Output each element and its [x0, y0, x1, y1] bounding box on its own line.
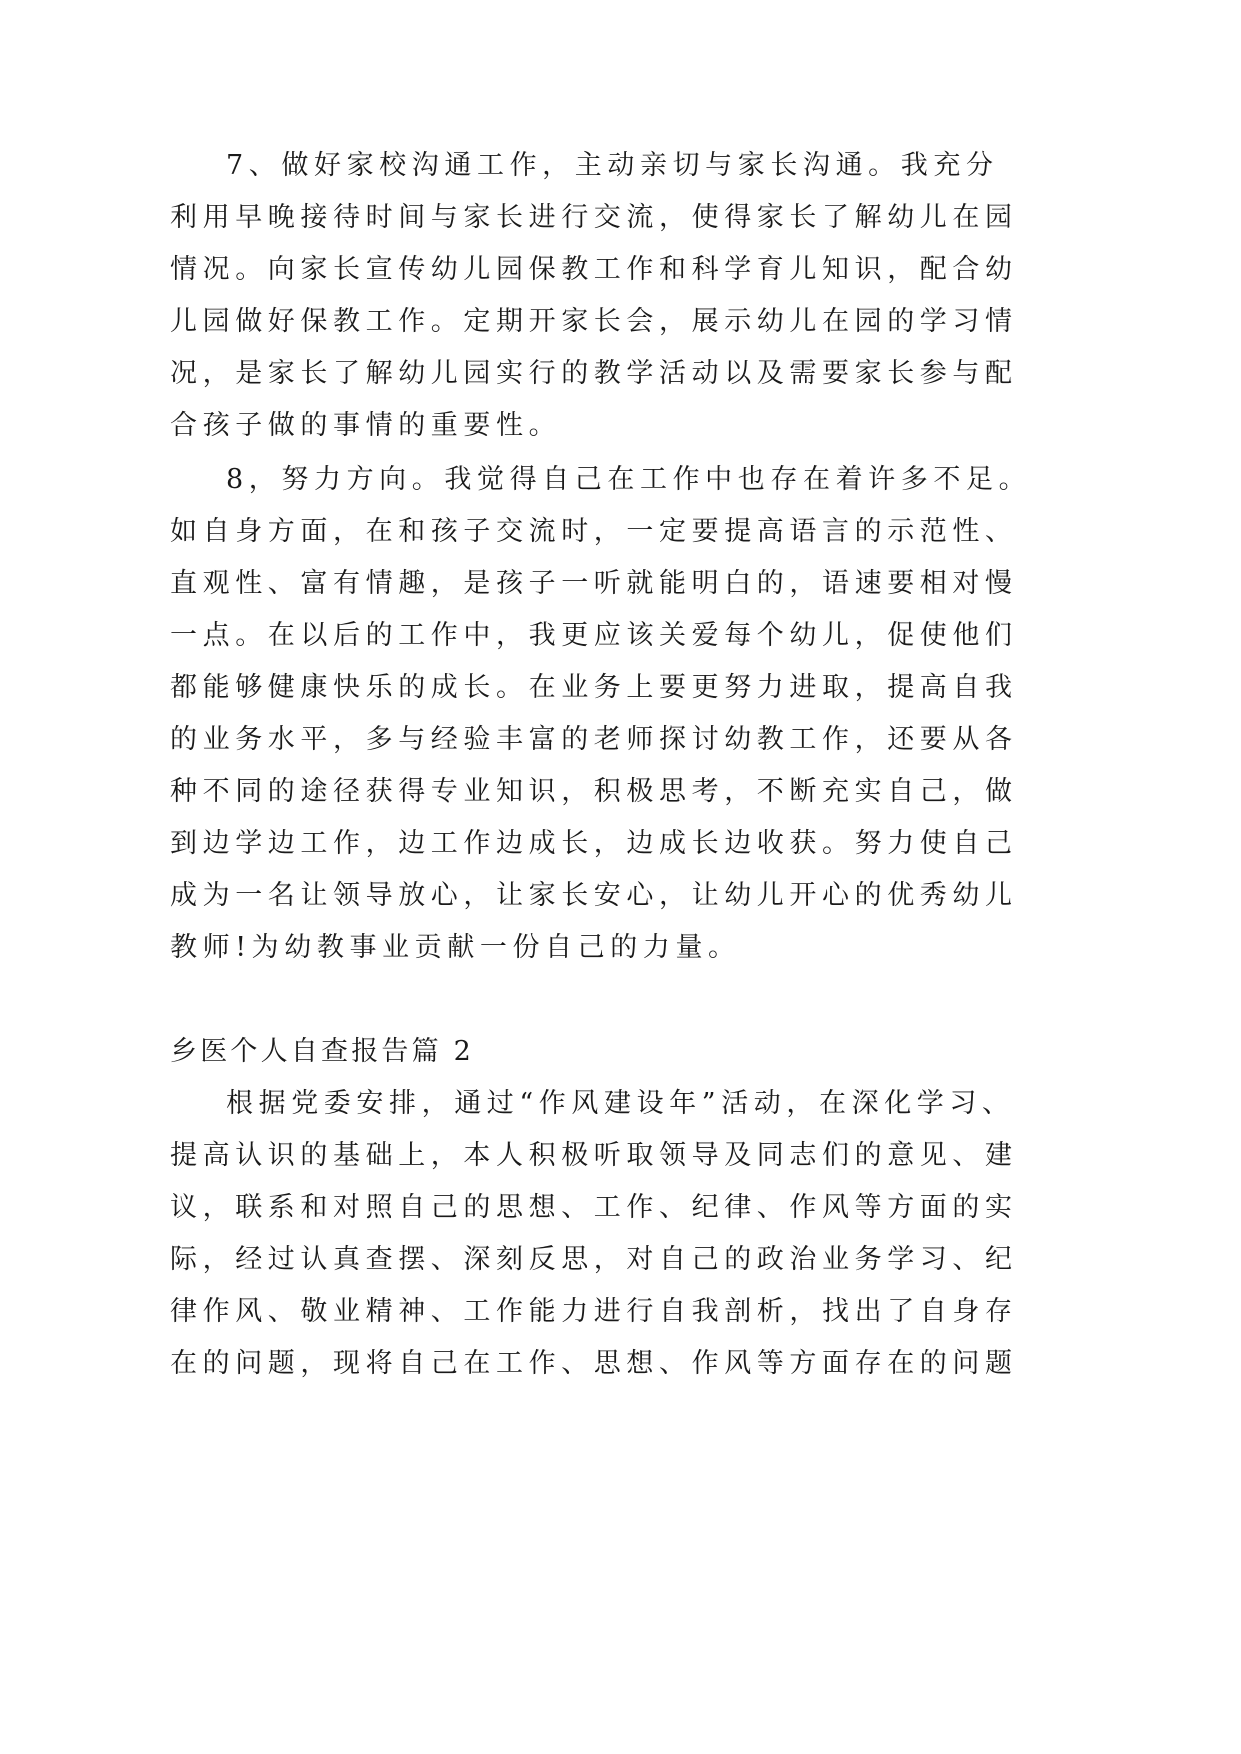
text-line: 在的问题，现将自己在工作、思想、作风等方面存在的问题: [170, 1348, 1018, 1379]
text-line: 都能够健康快乐的成长。在业务上要更努力进取，提高自我: [170, 672, 1018, 703]
text-line: 利用早晚接待时间与家长进行交流，使得家长了解幼儿在园: [170, 202, 1018, 233]
text-line: 况，是家长了解幼儿园实行的教学活动以及需要家长参与配: [170, 358, 1018, 389]
text-line: 律作风、敬业精神、工作能力进行自我剖析，找出了自身存: [170, 1296, 1018, 1327]
text-line: 到边学边工作，边工作边成长，边成长边收获。努力使自己: [170, 828, 1018, 859]
text-line: 8，努力方向。我觉得自己在工作中也存在着许多不足。: [226, 464, 1032, 495]
text-line: 情况。向家长宣传幼儿园保教工作和科学育儿知识，配合幼: [170, 254, 1018, 285]
text-line: 提高认识的基础上，本人积极听取领导及同志们的意见、建: [170, 1140, 1018, 1171]
text-line: 直观性、富有情趣，是孩子一听就能明白的，语速要相对慢: [170, 568, 1018, 599]
text-line: 成为一名让领导放心，让家长安心，让幼儿开心的优秀幼儿: [170, 880, 1018, 911]
text-line: 合孩子做的事情的重要性。: [170, 410, 562, 441]
text-line: 7、做好家校沟通工作，主动亲切与家长沟通。我充分: [226, 150, 999, 181]
text-line: 一点。在以后的工作中，我更应该关爱每个幼儿，促使他们: [170, 620, 1018, 651]
text-line: 根据党委安排，通过“作风建设年”活动，在深化学习、: [226, 1088, 1015, 1119]
text-line: 教师!为幼教事业贡献一份自己的力量。: [170, 932, 741, 963]
section-heading: 乡医个人自查报告篇 2: [170, 1036, 474, 1067]
text-line: 议，联系和对照自己的思想、工作、纪律、作风等方面的实: [170, 1192, 1018, 1223]
text-line: 儿园做好保教工作。定期开家长会，展示幼儿在园的学习情: [170, 306, 1018, 337]
text-line: 种不同的途径获得专业知识，积极思考，不断充实自己，做: [170, 776, 1018, 807]
text-line: 的业务水平，多与经验丰富的老师探讨幼教工作，还要从各: [170, 724, 1018, 755]
text-line: 际，经过认真查摆、深刻反思，对自己的政治业务学习、纪: [170, 1244, 1018, 1275]
text-line: 如自身方面，在和孩子交流时，一定要提高语言的示范性、: [170, 516, 1018, 547]
